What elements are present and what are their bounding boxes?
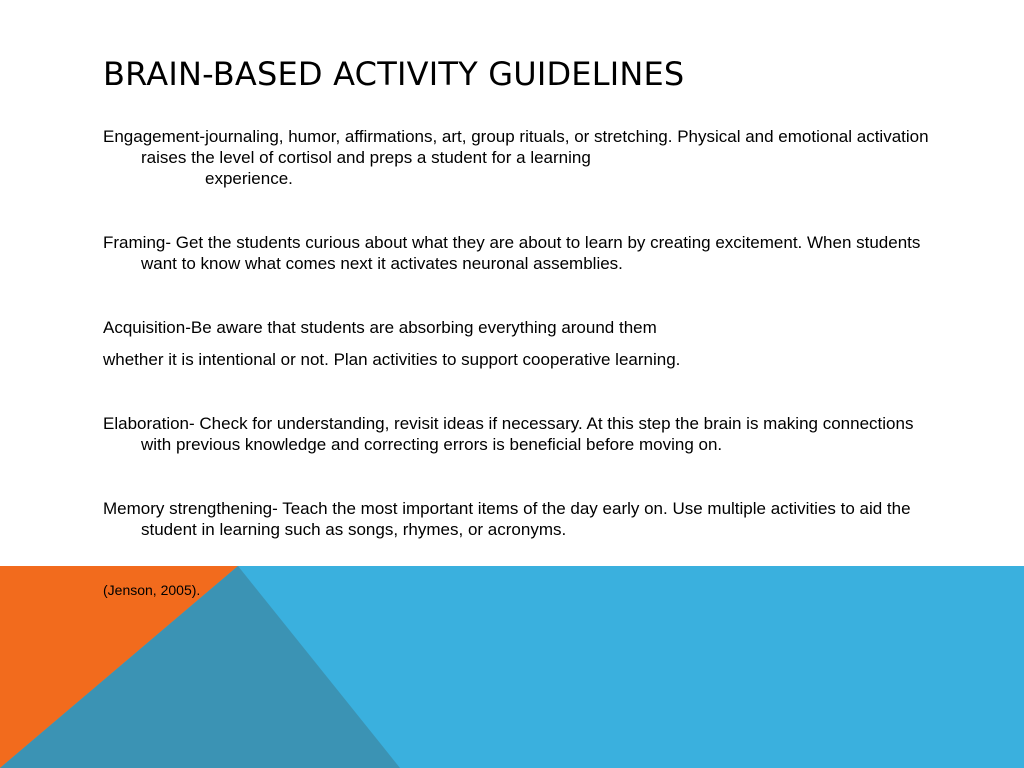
paragraph-acquisition: Acquisition-Be aware that students are absorbing everything around them bbox=[103, 318, 657, 337]
paragraph-engagement bbox=[103, 126, 933, 189]
paragraph-framing: Framing- Get the students curious about what they are about to learn by creating excitement. When students want to know what comes next it activates neuronal assemblies. bbox=[103, 233, 921, 273]
paragraph-acquisition-continued: whether it is intentional or not. Plan activities to support cooperative learning. bbox=[103, 350, 681, 369]
engagement-text-continued: experience. bbox=[205, 169, 293, 188]
engagement-text: Engagement-journaling, humor, affirmations, art, group rituals, or stretching. Physical and emotional activation raises the level of cortisol and preps a student for a learning bbox=[103, 127, 929, 167]
slide-title: BRAIN-BASED ACTIVITY GUIDELINES bbox=[103, 55, 685, 93]
paragraph-memory-strengthening: Memory strengthening- Teach the most important items of the day early on. Use multiple activities to aid the student in learning such as songs, rhymes, or acronyms. bbox=[103, 499, 911, 539]
citation: (Jenson, 2005). bbox=[103, 582, 201, 598]
paragraph-elaboration: Elaboration- Check for understanding, revisit ideas if necessary. At this step the brain is making connections with previous knowledge and correcting errors is beneficial before moving on. bbox=[103, 414, 914, 454]
slide-body bbox=[103, 126, 933, 599]
